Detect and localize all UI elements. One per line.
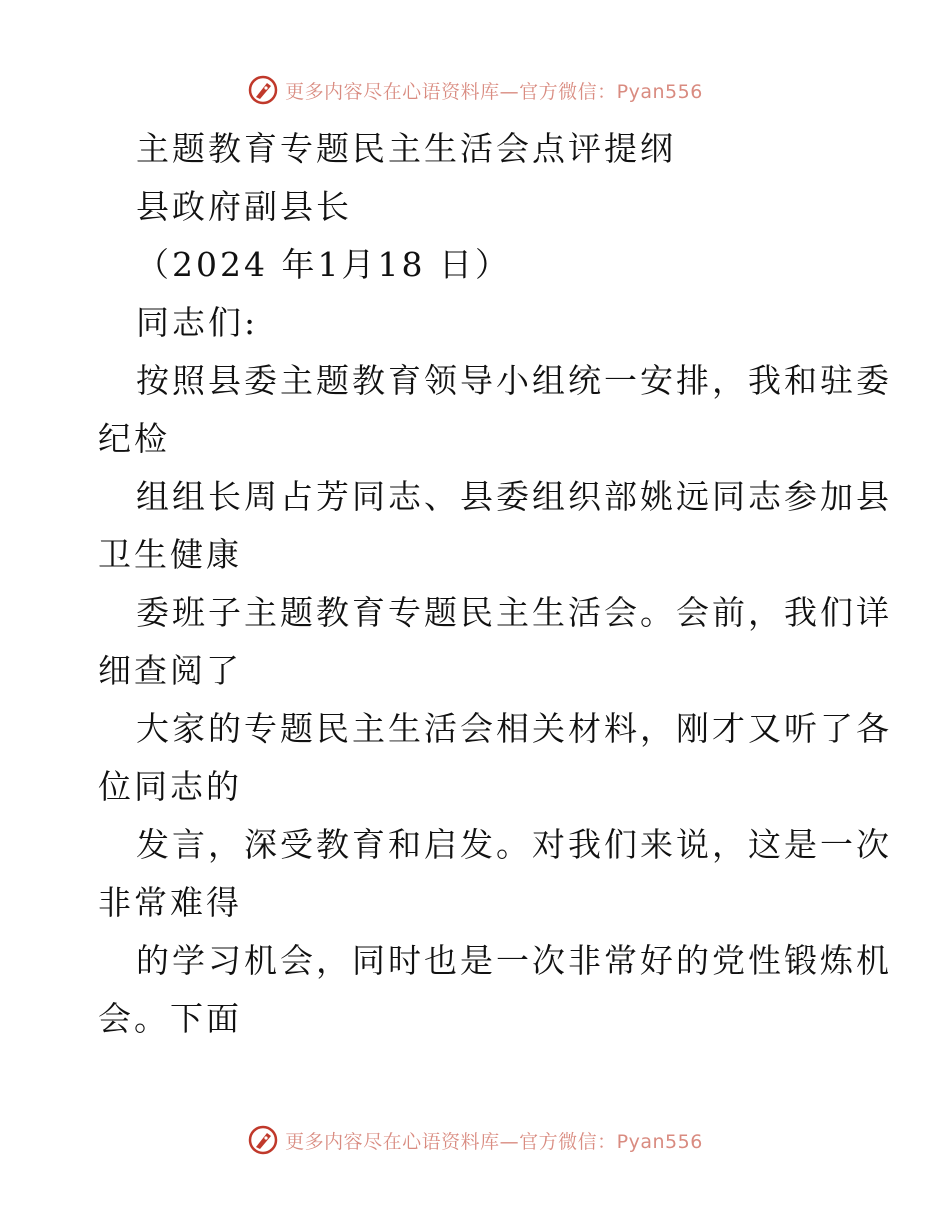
header-watermark-banner bbox=[0, 70, 950, 110]
text-line: 县政府副县长 bbox=[136, 187, 352, 226]
pen-nib-logo-icon bbox=[247, 74, 279, 106]
text-line: 卫生健康 bbox=[98, 535, 242, 574]
document-body bbox=[98, 120, 892, 1048]
text-line: 委班子主题教育专题民主生活会。会前，我们详 bbox=[136, 593, 892, 632]
text-line: 位同志的 bbox=[98, 767, 242, 806]
text-line: 会。下面 bbox=[98, 999, 242, 1038]
text-line: 细查阅了 bbox=[98, 651, 242, 690]
text-line: 纪检 bbox=[98, 419, 170, 458]
text-line: 同志们: bbox=[136, 303, 259, 342]
text-line: 主题教育专题民主生活会点评提纲 bbox=[136, 129, 676, 168]
text-line: 非常难得 bbox=[98, 883, 242, 922]
footer-watermark-banner bbox=[0, 1120, 950, 1160]
text-line: 的学习机会，同时也是一次非常好的党性锻炼机 bbox=[136, 941, 892, 980]
text-line: 发言，深受教育和启发。对我们来说，这是一次 bbox=[136, 825, 892, 864]
pen-nib-logo-icon bbox=[247, 1124, 279, 1156]
banner-text: 更多内容尽在心语资料库—官方微信：Pyan556 bbox=[285, 1130, 703, 1153]
text-line: （2024 年1月18 日） bbox=[136, 245, 511, 284]
text-line: 大家的专题民主生活会相关材料，刚才又听了各 bbox=[136, 709, 892, 748]
text-line: 按照县委主题教育领导小组统一安排，我和驻委 bbox=[136, 361, 892, 400]
banner-text: 更多内容尽在心语资料库—官方微信：Pyan556 bbox=[285, 80, 703, 103]
text-line: 组组长周占芳同志、县委组织部姚远同志参加县 bbox=[136, 477, 892, 516]
